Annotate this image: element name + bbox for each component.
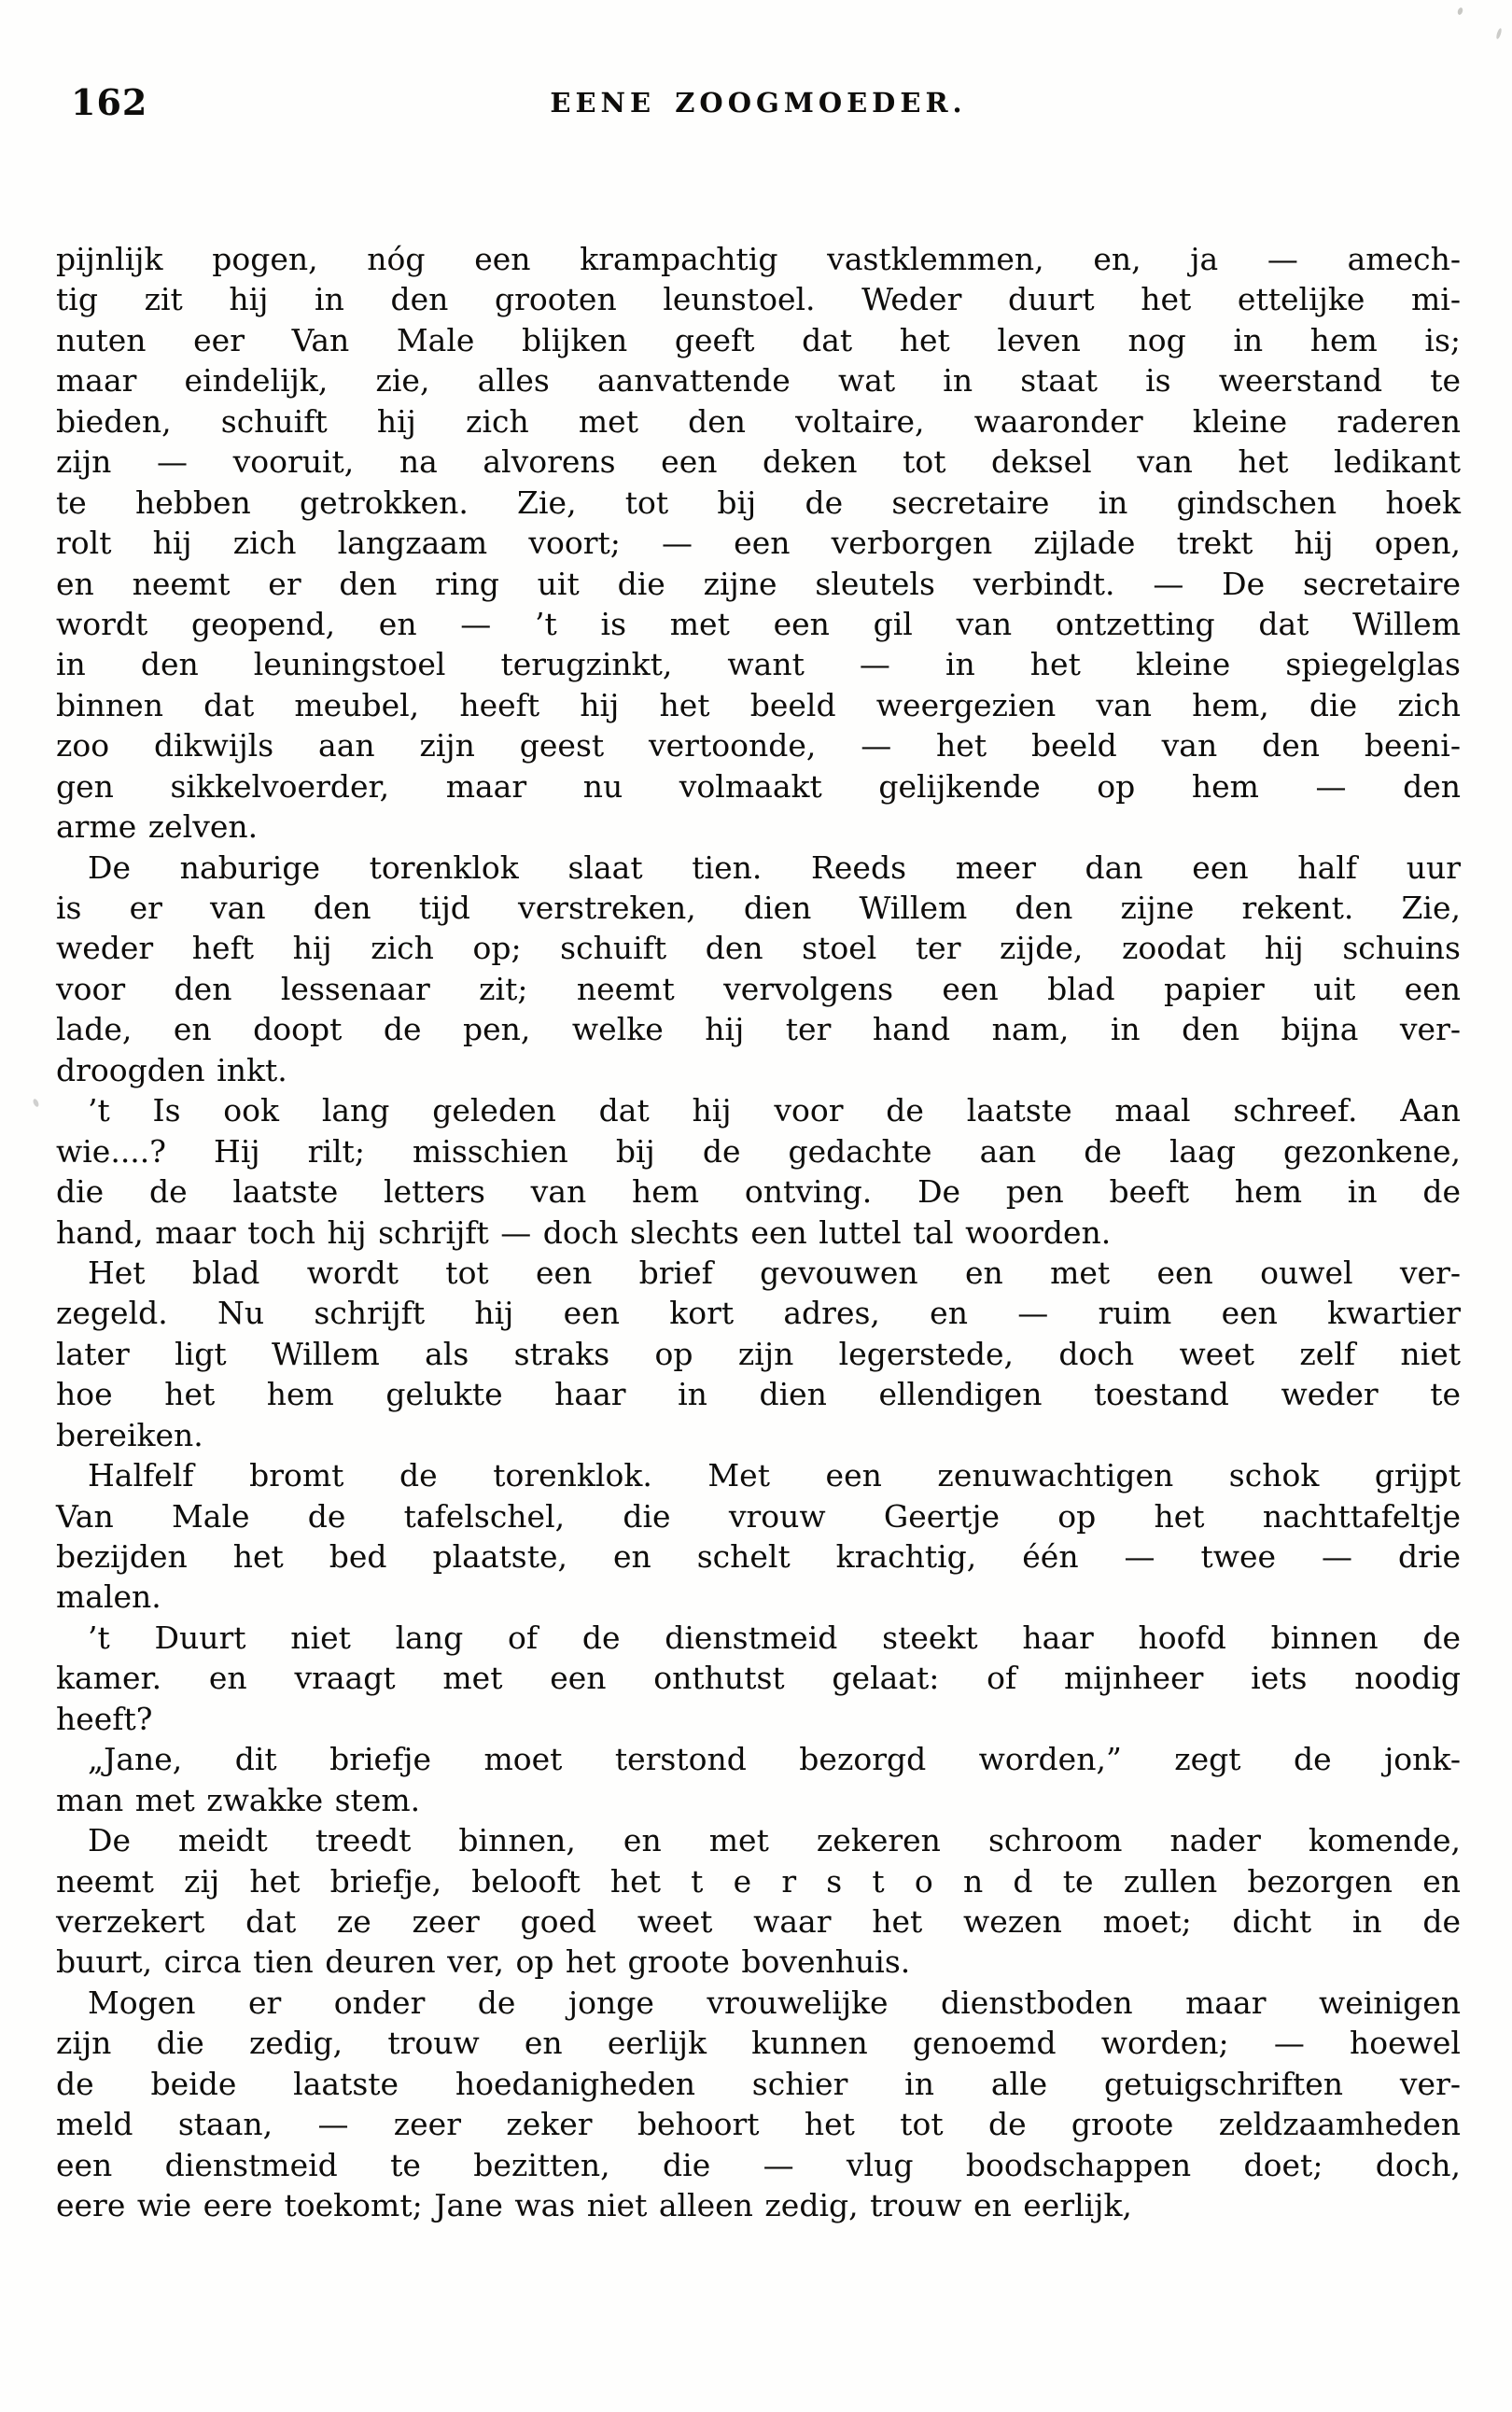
text-line: Het blad wordt tot een brief gevouwen en met een ouwel ver- — [88, 1254, 1461, 1291]
running-title: EENE ZOOGMOEDER. — [550, 87, 967, 119]
page-number: 162 — [71, 81, 148, 123]
text-line: Mogen er onder de jonge vrouwelijke dienstboden maar weinigen — [88, 1984, 1461, 2021]
text-line: droogden inkt. — [56, 1051, 287, 1088]
text-line: Van Male de tafelschel, die vrouw Geertje op het nachttafeltje — [56, 1497, 1461, 1535]
scan-artifact — [32, 1098, 39, 1107]
text-line: zegeld. Nu schrijft hij een kort adres, en — ruim een kwartier — [56, 1295, 1461, 1332]
text-line: wie....? Hij rilt; misschien bij de gedachte aan de laag gezonkene, — [56, 1132, 1461, 1170]
text-line: te hebben getrokken. Zie, tot bij de secretaire in gindschen hoek — [56, 484, 1461, 521]
text-line: zoo dikwijls aan zijn geest vertoonde, — het beeld van den beeni- — [56, 727, 1461, 764]
text-line: bieden, schuift hij zich met den voltaire, waaronder kleine raderen — [56, 402, 1461, 440]
text-line: Halfelf bromt de torenklok. Met een zenuwachtigen schok grijpt — [88, 1457, 1461, 1494]
text-line: buurt, circa tien deuren ver, op het groote bovenhuis. — [56, 1943, 911, 1981]
scan-artifact — [1457, 7, 1463, 15]
text-line: hand, maar toch hij schrijft — doch slechts een luttel tal woorden. — [56, 1213, 1112, 1251]
text-line: een dienstmeid te bezitten, die — vlug boodschappen doet; doch, — [56, 2146, 1461, 2183]
text-line: De meidt treedt binnen, en met zekeren schroom nader komende, — [88, 1822, 1461, 1859]
text-line: ’t Is ook lang geleden dat hij voor de laatste maal schreef. Aan — [88, 1092, 1461, 1129]
text-line: tig zit hij in den grooten leunstoel. Weder duurt het ettelijke mi- — [56, 281, 1461, 318]
text-line: bereiken. — [56, 1416, 203, 1453]
text-line: De naburige torenklok slaat tien. Reeds meer dan een half uur — [88, 848, 1461, 886]
text-line: gen sikkelvoerder, maar nu volmaakt gelijkende op hem — den — [56, 767, 1461, 805]
text-line: bezijden het bed plaatste, en schelt krachtig, één — twee — drie — [56, 1538, 1461, 1575]
text-line: de beide laatste hoedanigheden schier in alle getuigschriften ver- — [56, 2065, 1461, 2102]
text-line: lade, en doopt de pen, welke hij ter hand nam, in den bijna ver- — [56, 1011, 1461, 1048]
text-line: zijn die zedig, trouw en eerlijk kunnen genoemd worden; — hoewel — [56, 2025, 1461, 2062]
scan-artifact — [1495, 28, 1503, 40]
text-line: zijn — vooruit, na alvorens een deken tot deksel van het ledikant — [56, 443, 1461, 481]
text-line: later ligt Willem als straks op zijn legerstede, doch weet zelf niet — [56, 1335, 1461, 1372]
text-line: malen. — [56, 1578, 161, 1616]
text-line: kamer. en vraagt met een onthutst gelaat: of mijnheer iets noodig — [56, 1660, 1461, 1697]
text-line: rolt hij zich langzaam voort; — een verborgen zijlade trekt hij open, — [56, 525, 1461, 562]
text-line: „Jane, dit briefje moet terstond bezorgd worden,” zegt de jonk- — [88, 1741, 1461, 1778]
body-text — [56, 239, 1461, 2225]
text-line: voor den lessenaar zit; neemt vervolgens een blad papier uit een — [56, 970, 1461, 1007]
text-line: meld staan, — zeer zeker behoort het tot de groote zeldzaamheden — [56, 2106, 1461, 2143]
text-line: man met zwakke stem. — [56, 1781, 421, 1818]
text-line: hoe het hem gelukte haar in dien ellendigen toestand weder te — [56, 1376, 1461, 1413]
text-line: maar eindelijk, zie, alles aanvattende wat in staat is weerstand te — [56, 362, 1461, 400]
page-header — [56, 81, 1461, 125]
text-line: wordt geopend, en — ’t is met een gil van ontzetting dat Willem — [56, 605, 1461, 642]
text-line: eere wie eere toekomt; Jane was niet alleen zedig, trouw en eerlijk, — [56, 2187, 1132, 2223]
text-line: weder heft hij zich op; schuift den stoel ter zijde, zoodat hij schuins — [56, 930, 1461, 967]
text-line: verzekert dat ze zeer goed weet waar het wezen moet; dicht in de — [56, 1902, 1461, 1940]
text-line: heeft? — [56, 1700, 153, 1737]
text-line: in den leuningstoel terugzinkt, want — in het kleine spiegelglas — [56, 646, 1461, 683]
text-line: nuten eer Van Male blijken geeft dat het leven nog in hem is; — [56, 321, 1461, 358]
text-line: binnen dat meubel, heeft hij het beeld weergezien van hem, die zich — [56, 686, 1461, 723]
text-line: is er van den tijd verstreken, dien Willem den zijne rekent. Zie, — [56, 890, 1461, 926]
text-line: ’t Duurt niet lang of de dienstmeid steekt haar hoofd binnen de — [88, 1619, 1461, 1656]
text-line: en neemt er den ring uit die zijne sleutels verbindt. — De secretaire — [56, 565, 1461, 602]
text-line: arme zelven. — [56, 808, 259, 846]
text-line: die de laatste letters van hem ontving. De pen beeft hem in de — [56, 1173, 1461, 1211]
text-line: pijnlijk pogen, nóg een krampachtig vastklemmen, en, ja — amech- — [56, 241, 1461, 277]
text-line: neemt zij het briefje, belooft het t e r s t o n d te zullen bezorgen en — [56, 1862, 1461, 1900]
